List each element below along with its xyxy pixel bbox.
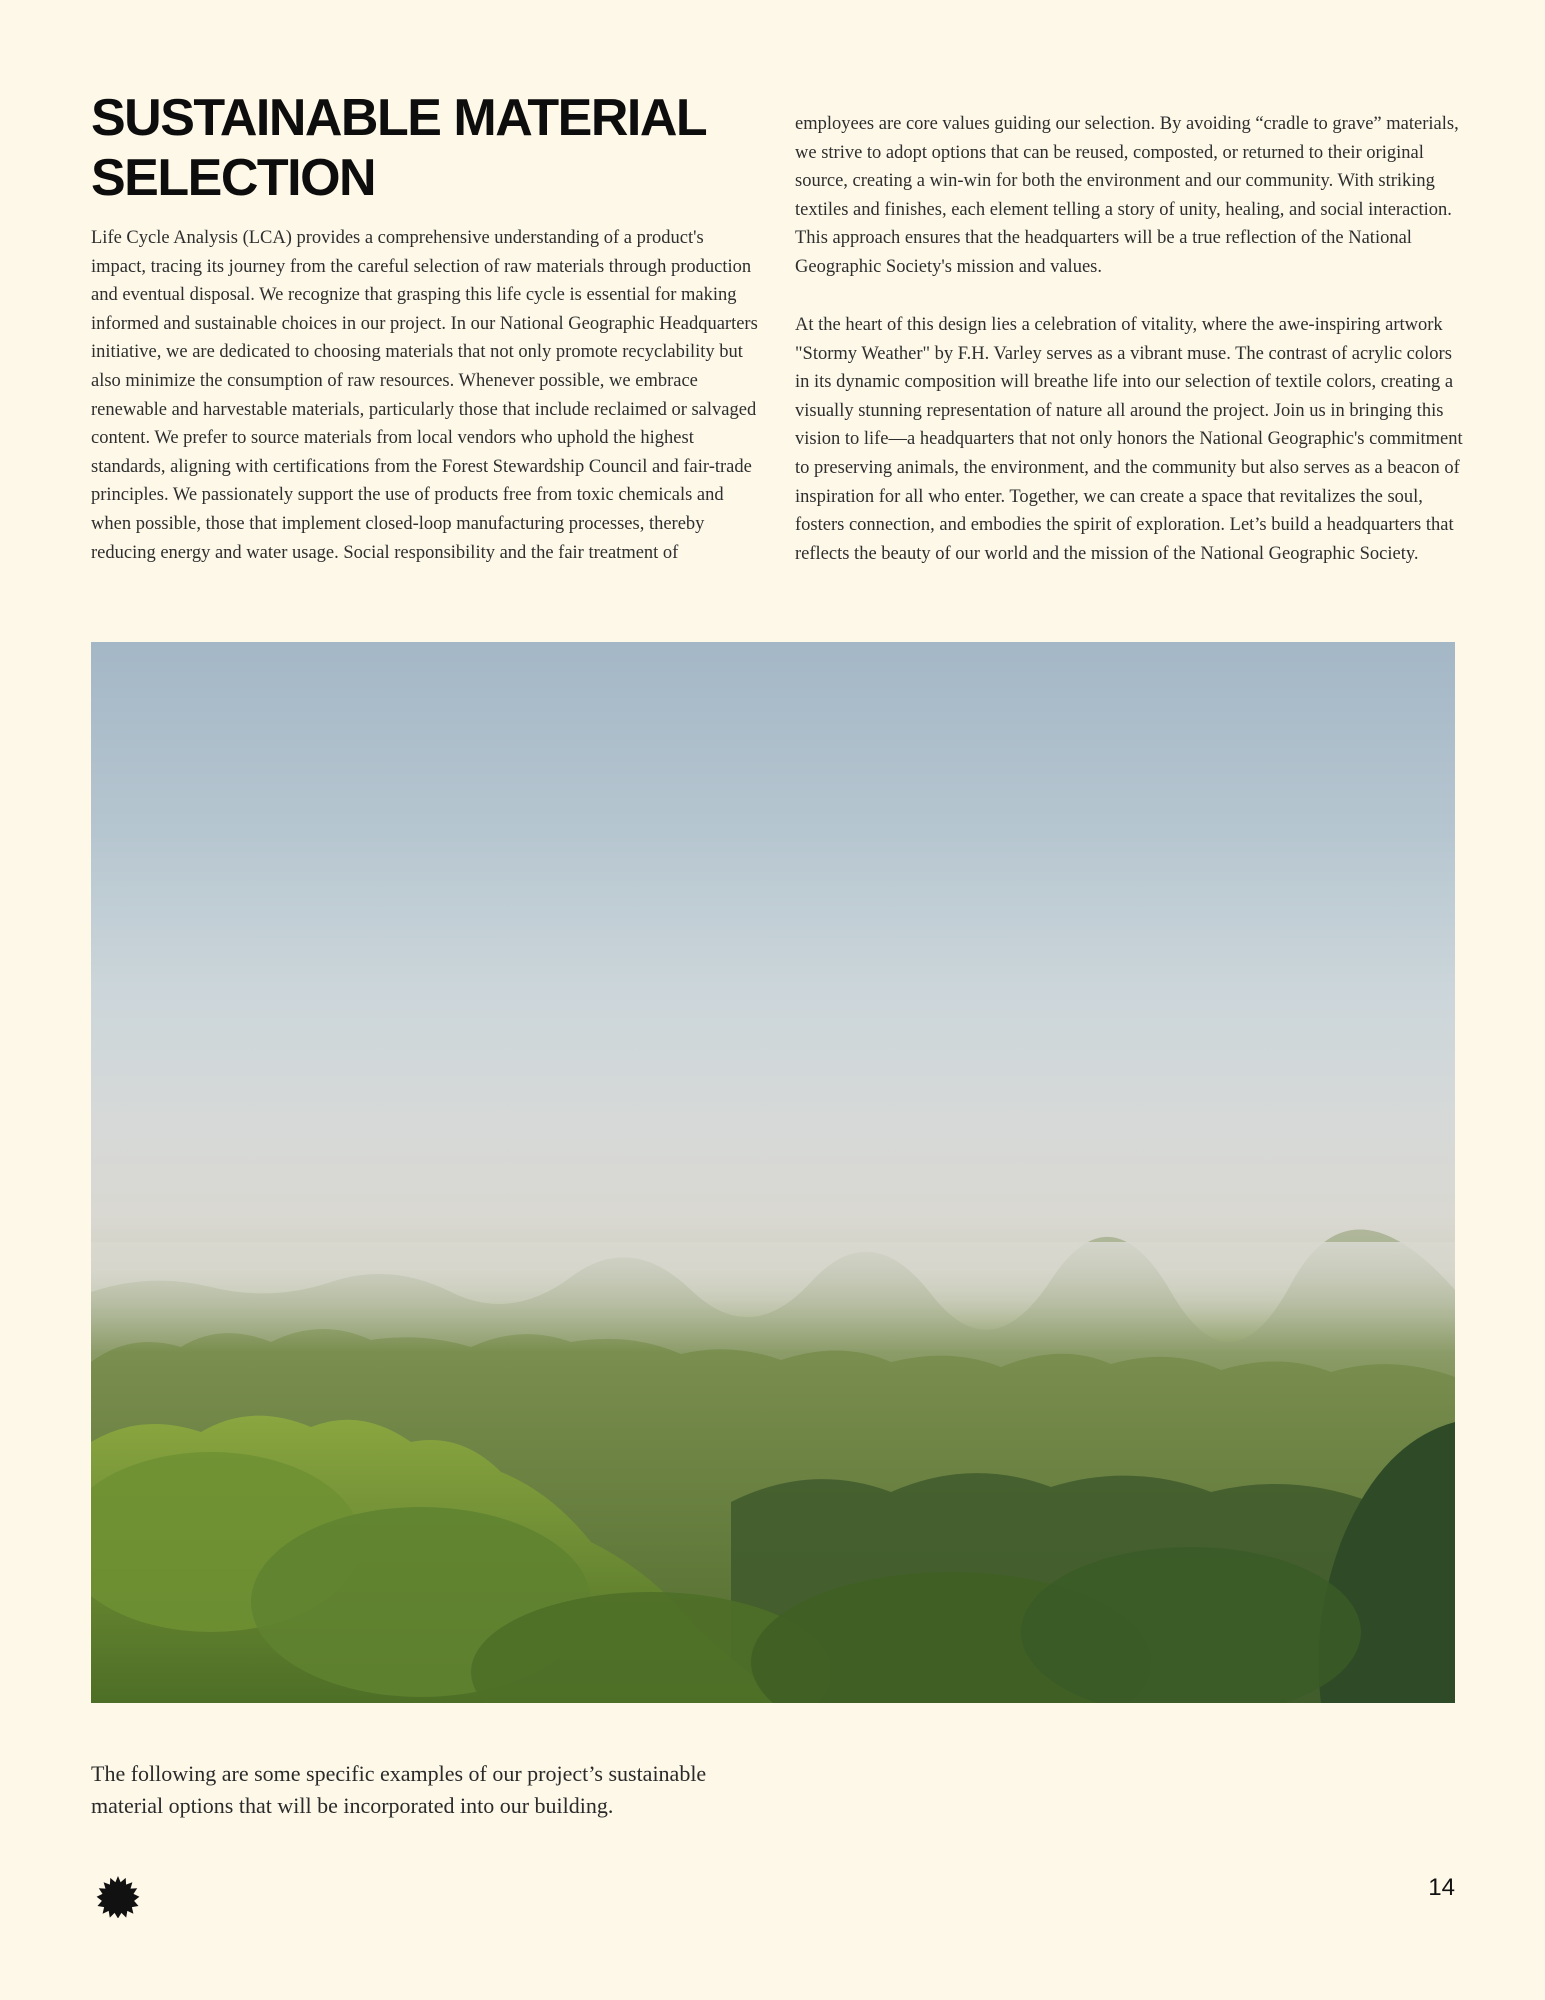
caption-text: The following are some specific examples of our project’s sustainable material options that will be incorporated into our building. — [91, 1761, 707, 1818]
forest-canopy-illustration — [91, 642, 1455, 1703]
page-number: 14 — [1428, 1874, 1455, 1901]
forest-fog-photo — [91, 642, 1455, 1703]
values-paragraph: employees are core values guiding our selection. By avoiding “cradle to grave” materials, we strive to adopt options that can be reused, composted, or returned to their original source, creating a win-win for both the environment and our community. With striking textiles and finishes, each element telling a story of unity, healing, and social interaction. This approach ensures that the headquarters will be a true reflection of the National Geographic Society's mission and values. — [795, 114, 1459, 277]
page-title-line-1: SUSTAINABLE MATERIAL — [91, 89, 707, 147]
vitality-paragraph: At the heart of this design lies a celebration of vitality, where the awe-inspiring artwork "Stormy Weather" by F.H. Varley serves as a vibrant muse. The contrast of acrylic colors in its dynamic composition will breathe life into our selection of textile colors, creating a visually stunning representation of nature all around the project. Join us in bringing this vision to life—a headquarters that not only honors the National Geographic's commitment to preserving animals, the environment, and the community but also serves as a beacon of inspiration for all who enter. Together, we can create a space that revitalizes the soul, fosters connection, and embodies the spirit of exploration. Let’s build a headquarters that reflects the beauty of our world and the mission of the National Geographic Society. — [795, 315, 1463, 564]
lca-paragraph: Life Cycle Analysis (LCA) provides a comprehensive understanding of a product's impact, tracing its journey from the careful selection of raw materials through production and eventual disposal. We recognize that grasping this life cycle is essential for making informed and sustainable choices in our project. In our National Geographic Headquarters initiative, we are dedicated to choosing materials that not only promote recyclability but also minimize the consumption of raw resources. Whenever possible, we embrace renewable and harvestable materials, particularly those that include reclaimed or salvaged content. We prefer to source materials from local vendors who uphold the highest standards, aligning with certifications from the Forest Stewardship Council and fair-trade principles. We passionately support the use of products free from toxic chemicals and when possible, those that implement closed-loop manufacturing processes, thereby reducing energy and water usage. Social responsibility and the fair treatment of — [91, 228, 758, 563]
page-title — [91, 88, 711, 208]
starburst-icon — [96, 1874, 140, 1918]
page-title-line-2: SELECTION — [91, 149, 376, 207]
